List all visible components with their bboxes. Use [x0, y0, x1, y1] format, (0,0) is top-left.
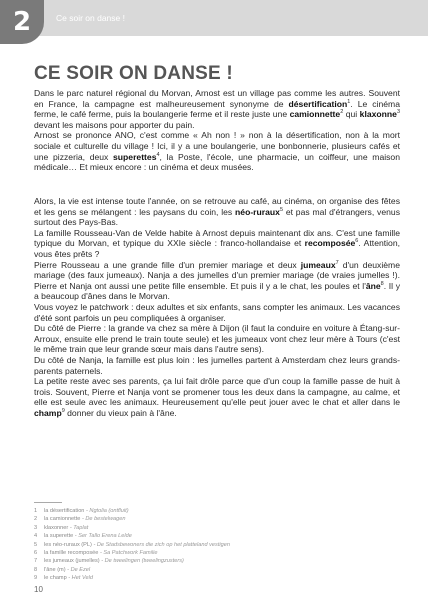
footnote-number: 6	[34, 550, 38, 557]
footnote-text	[44, 574, 93, 582]
footnote-text	[44, 532, 132, 540]
paragraph-1	[34, 88, 400, 130]
footnote-gloss: - Sa Patchwork Familie	[99, 550, 158, 557]
paragraph-2	[34, 130, 400, 172]
text-run: Arnost se prononce ANO, c'est comme « Ah non ! » non à la désertification, non à la mort sociale et culturelle du village ! Ici, il y a une boulangerie, une bonbonnerie, plusieurs cafés et une pizzeria, deux	[34, 130, 400, 162]
footnote-item	[34, 507, 394, 515]
footnote-item	[34, 549, 394, 557]
running-head: Ce soir on danse !	[56, 13, 125, 23]
text-run: . Attention, vous êtes prêts ?	[34, 238, 400, 259]
paragraph-5	[34, 260, 400, 302]
footnote-gloss: - Het Veld	[68, 575, 93, 582]
footnote-text	[44, 557, 184, 565]
footnote-item	[34, 524, 394, 532]
text-run: devant les maisons pour apporter du pain.	[34, 119, 195, 130]
text-run: qui	[343, 109, 360, 120]
footnote-ref: 7	[335, 259, 339, 266]
footnote-ref: 3	[396, 109, 400, 116]
footnote-ref: 5	[279, 206, 283, 213]
paragraph-9	[34, 376, 400, 418]
footnote-ref: 1	[347, 98, 351, 105]
footnote-item	[34, 515, 394, 523]
footnote-item	[34, 541, 394, 549]
chapter-number: 2	[12, 7, 32, 37]
text-run: . Il y a beaucoup d'ânes dans le Morvan.	[34, 280, 400, 302]
footnote-item	[34, 566, 394, 574]
footnote-term: la désertification	[44, 508, 85, 514]
footnote-gloss: - De tweelingen (tweelingzusters)	[101, 558, 184, 565]
paragraph-6: Vous voyez le patchwork : deux adultes et six enfants, sans compter les animaux. Les vacances d'été sont parfois un peu compliquées à organiser.	[34, 301, 400, 323]
text-run: Pierre Rousseau a une grande fille d'un premier mariage et deux	[34, 259, 301, 270]
footnote-text	[44, 515, 126, 523]
footnote-number: 4	[34, 533, 38, 540]
footnote-item	[34, 557, 394, 565]
vocab-term: camionnette	[289, 109, 341, 120]
chapter-tab	[0, 0, 44, 44]
paragraph-4	[34, 228, 400, 260]
page-title: CE SOIR ON DANSE !	[34, 63, 233, 84]
footnote-item	[34, 532, 394, 540]
footnote-gloss: - De Ezel	[67, 566, 91, 573]
footnote-text	[44, 524, 88, 532]
paragraph-7: Du côté de Pierre : la grande va chez sa mère à Dijon (il faut la conduire en voiture à Étang-sur-Arroux, ensuite elle prend le train toute seule) et les jumeaux vont chez leur mère à Tours (c'est le même train que leur grande sœur mais dans l'autre sens).	[34, 323, 400, 355]
footnote-ref: 9	[61, 408, 65, 415]
footnote-gloss: - Taplat	[69, 524, 89, 531]
footnote-term: la superette	[44, 533, 74, 540]
footnote-term: klaxonner	[44, 524, 69, 531]
footnote-gloss: - De Stadsbewoners die zich op het platteland vestigen	[93, 541, 230, 548]
paragraph-8: Du côté de Nanja, la famille est plus loin : les jumelles partent à Amsterdam chez leurs grands-parents paternels.	[34, 354, 400, 376]
footnote-number: 3	[34, 524, 38, 531]
footnote-gloss: - Ngtolia (ontfluit)	[85, 508, 129, 514]
text-run: La petite reste avec ses parents, ça lui fait drôle parce que d'un coup la famille passe de huit à trois. Souvent, Pierre et Nanja vont se promener tous les deux dans la campagne, au calme, et elle est seule avec les animaux. Heureusement qu'elle peut jouer avec le chat et aller dans le	[34, 376, 400, 408]
text-run: Dans le parc naturel régional du Morvan, Arnost est un village pas comme les autres. Souvent en France, la campagne est malheureusement synonyme de	[34, 88, 400, 109]
text-run: donner du vieux pain à l'âne.	[64, 407, 177, 418]
vocab-term: superettes	[113, 151, 157, 162]
paragraph-3	[34, 196, 400, 228]
footnote-text	[44, 549, 158, 557]
page-number: 10	[34, 585, 43, 594]
footnote-ref: 2	[340, 109, 344, 116]
footnote-gloss: - De bestelwagen	[81, 516, 126, 523]
footnotes	[34, 507, 394, 583]
footnote-text	[44, 507, 129, 515]
footnote-divider	[34, 502, 62, 503]
footnote-term: la camionnette	[44, 516, 81, 523]
footnote-number: 8	[34, 566, 38, 573]
footnote-item	[34, 574, 394, 582]
text-run: La famille Rousseau-Van de Velde habite à Arnost depuis maintenant dix ans. C'est une famille typique du Morvan, et typique du XXIe siècle : franco-hollandaise et	[34, 227, 400, 249]
vocab-term: champ	[34, 407, 62, 418]
footnote-number: 1	[34, 508, 38, 514]
footnote-term: les néo-ruraux (PL)	[44, 541, 92, 548]
text-run: . Le cinéma ferme, le café ferme, puis la boulangerie ferme et il reste juste une	[34, 98, 400, 120]
footnote-term: le champ	[44, 575, 67, 582]
text-run: , la Poste, l'école, une pharmacie, un coiffeur, une maison médicale… Et mieux encore : un cinéma et deux musées.	[34, 151, 400, 173]
footnote-term: la famille recomposée	[44, 550, 99, 557]
footnote-gloss: - Ser Tallo Erena Lelde	[74, 533, 132, 540]
footnote-ref: 6	[355, 238, 359, 245]
vocab-term: âne	[365, 280, 381, 291]
footnote-number: 5	[34, 541, 38, 548]
footnote-term: l'âne (m)	[44, 566, 66, 573]
vocab-term: désertification	[288, 98, 348, 109]
text-run: et pas mal d'étrangers, venus surtout des Pays-Bas.	[34, 206, 400, 228]
vocab-term: néo-ruraux	[235, 206, 280, 217]
footnote-number: 2	[34, 516, 38, 523]
footnote-number: 7	[34, 558, 38, 565]
footnote-ref: 8	[380, 280, 384, 287]
footnote-ref: 4	[156, 151, 160, 158]
body-section-1	[34, 88, 400, 173]
text-run: d'un deuxième mariage (des faux jumeaux). Nanja a des jumelles d'un premier mariage (de vraies jumelles !). Pierre et Nanja ont aussi une petite fille ensemble. Et puis il y a le chat, les poules et l'	[34, 259, 400, 291]
footnote-term: les jumeaux (jumelles)	[44, 558, 100, 565]
body-section-2	[34, 196, 400, 418]
vocab-term: jumeaux	[300, 259, 336, 270]
footnote-number: 9	[34, 575, 38, 582]
footnote-text	[44, 566, 90, 574]
vocab-term: klaxonne	[359, 109, 397, 120]
vocab-term: recomposée	[304, 238, 356, 249]
text-run: Alors, la vie est intense toute l'année, on se retrouve au café, au cinéma, on organise des fêtes et les gens se mélangent : les paysans du coin, les	[34, 196, 400, 217]
footnote-text	[44, 541, 230, 549]
